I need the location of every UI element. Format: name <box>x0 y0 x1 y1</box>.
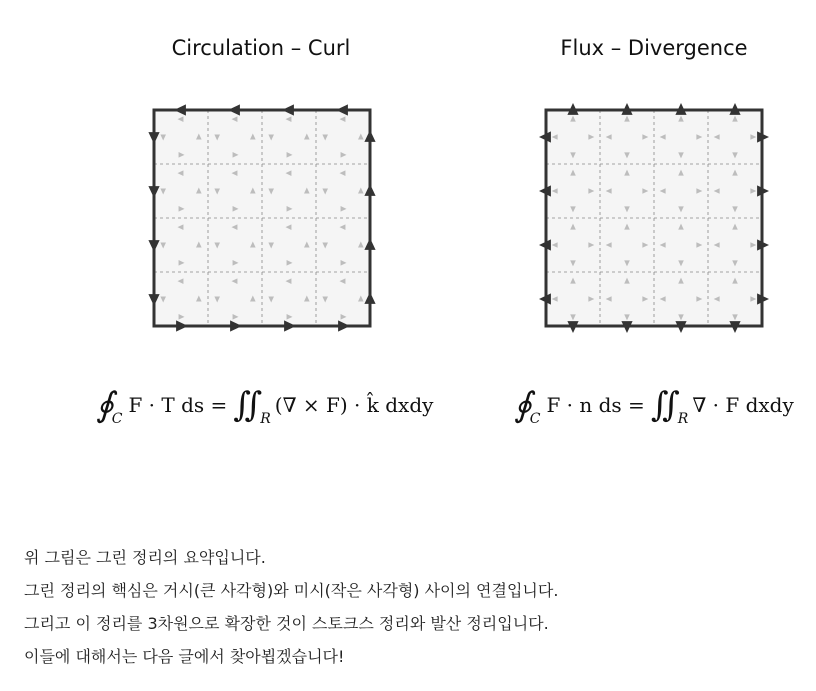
double-integral-sign: ∬ <box>650 385 680 425</box>
circulation-formula <box>96 385 434 427</box>
contour-subscript: C <box>111 411 123 427</box>
flux-diagram <box>539 103 769 333</box>
circulation-title: Circulation – Curl <box>171 36 351 60</box>
paragraph: 이들에 대해서는 다음 글에서 찾아뵙겠습니다! <box>24 647 345 666</box>
flux-lhs: F · n ds = <box>546 393 645 417</box>
circulation-lhs: F · T ds = <box>128 393 228 417</box>
circulation-diagram <box>148 104 375 331</box>
paragraph: 그리고 이 정리를 3차원으로 확장한 것이 스토크스 정리와 발산 정리입니다. <box>24 614 549 633</box>
flux-title: Flux – Divergence <box>560 36 748 60</box>
circulation-rhs: (∇ × F) · k̂ dxdy <box>274 393 434 417</box>
flux-formula <box>514 385 794 427</box>
region-subscript: R <box>677 411 689 427</box>
paragraph: 위 그림은 그린 정리의 요약입니다. <box>24 548 266 567</box>
double-integral-sign: ∬ <box>233 385 263 425</box>
contour-subscript: C <box>529 411 541 427</box>
contour-integral-sign: ∮ <box>96 385 114 425</box>
region-subscript: R <box>260 411 271 427</box>
contour-integral-sign: ∮ <box>514 385 532 425</box>
explanation-text <box>24 546 558 678</box>
paragraph: 그린 정리의 핵심은 거시(큰 사각형)와 미시(작은 사각형) 사이의 연결입니다. <box>24 581 559 600</box>
flux-rhs: ∇ · F dxdy <box>692 393 794 417</box>
